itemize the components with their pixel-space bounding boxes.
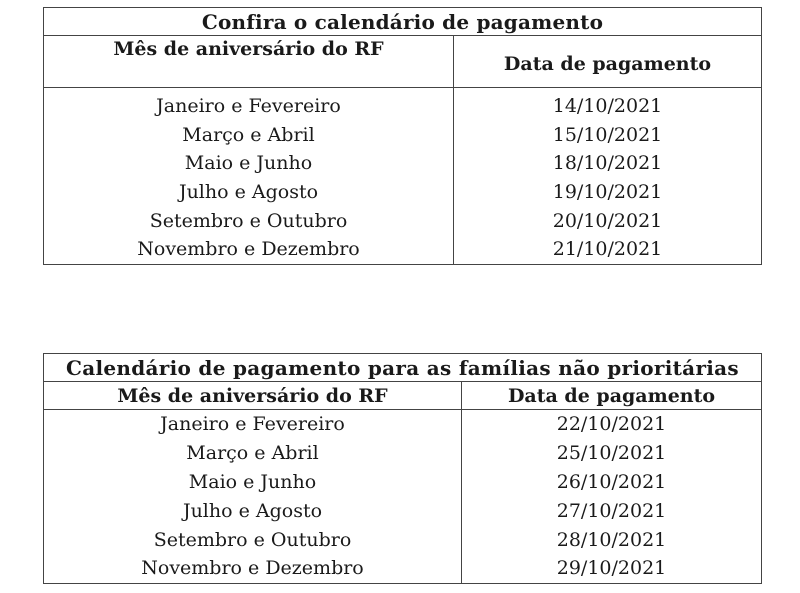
birth-month-cell: Janeiro e Fevereiro — [44, 410, 462, 439]
birth-month-cell: Maio e Junho — [44, 149, 454, 178]
table-row — [44, 178, 762, 207]
birth-month-cell: Novembro e Dezembro — [44, 554, 462, 583]
payment-date-cell: 25/10/2021 — [462, 439, 762, 468]
birth-month-cell: Março e Abril — [44, 439, 462, 468]
column-header-payment-date: Data de pagamento — [454, 36, 762, 88]
table-row — [44, 88, 762, 121]
table-title-row — [44, 354, 762, 382]
payment-date-cell: 20/10/2021 — [454, 206, 762, 235]
table-title: Calendário de pagamento para as famílias não prioritárias — [44, 354, 762, 382]
table-row — [44, 149, 762, 178]
payment-date-cell: 15/10/2021 — [454, 121, 762, 150]
birth-month-cell: Janeiro e Fevereiro — [44, 88, 454, 121]
birth-month-cell: Setembro e Outubro — [44, 206, 454, 235]
column-header-payment-date: Data de pagamento — [462, 382, 762, 410]
payment-date-cell: 21/10/2021 — [454, 235, 762, 264]
table-header-row — [44, 382, 762, 410]
table-title: Confira o calendário de pagamento — [44, 8, 762, 36]
payment-date-cell: 18/10/2021 — [454, 149, 762, 178]
table-row — [44, 496, 762, 525]
table-row — [44, 121, 762, 150]
table-row — [44, 410, 762, 439]
payment-date-cell: 14/10/2021 — [454, 88, 762, 121]
table-row — [44, 206, 762, 235]
birth-month-cell: Setembro e Outubro — [44, 525, 462, 554]
birth-month-cell: Julho e Agosto — [44, 178, 454, 207]
column-header-birth-month: Mês de aniversário do RF — [44, 382, 462, 410]
payment-date-cell: 28/10/2021 — [462, 525, 762, 554]
payment-date-cell: 29/10/2021 — [462, 554, 762, 583]
payment-calendar-table — [43, 7, 762, 265]
table-title-row — [44, 8, 762, 36]
non-priority-payment-calendar-table — [43, 353, 762, 584]
table-row — [44, 468, 762, 497]
payment-date-cell: 22/10/2021 — [462, 410, 762, 439]
birth-month-cell: Julho e Agosto — [44, 496, 462, 525]
birth-month-cell: Março e Abril — [44, 121, 454, 150]
table-row — [44, 439, 762, 468]
birth-month-cell: Novembro e Dezembro — [44, 235, 454, 264]
payment-date-cell: 27/10/2021 — [462, 496, 762, 525]
birth-month-cell: Maio e Junho — [44, 468, 462, 497]
column-header-birth-month: Mês de aniversário do RF — [44, 36, 454, 88]
table-header-row — [44, 36, 762, 88]
table-row — [44, 554, 762, 583]
table-row — [44, 235, 762, 264]
payment-date-cell: 26/10/2021 — [462, 468, 762, 497]
table-row — [44, 525, 762, 554]
payment-date-cell: 19/10/2021 — [454, 178, 762, 207]
